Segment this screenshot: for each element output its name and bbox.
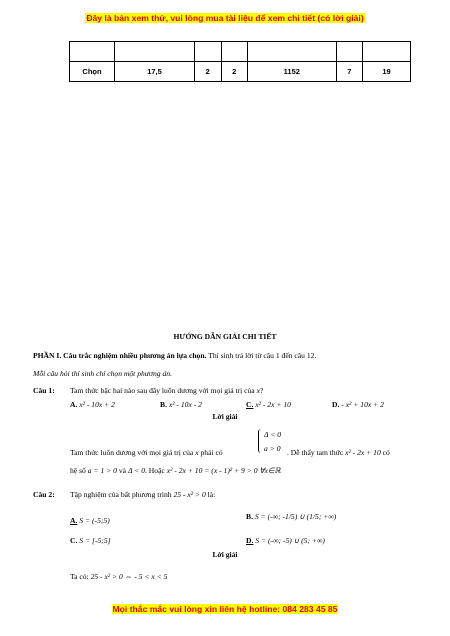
question-2-option-d: D. S = (-∞; -5) ∪ (5; +∞) <box>246 536 325 545</box>
system-line-1: Δ < 0 <box>264 430 282 439</box>
question-1-label: Câu 1: <box>33 386 55 395</box>
page-title: HƯỚNG DẪN GIẢI CHI TIẾT <box>173 332 277 341</box>
question-2-solution: Ta có: 25 - x² > 0 ⇔ - 5 < x < 5 <box>70 572 168 581</box>
question-1-solution-line-2: hệ số a = 1 > 0 và Δ < 0. Hoặc x² - 2x + 10 = (x - 1)² + 9 > 0 ∀x∈ℝ <box>70 466 281 475</box>
question-1-solution-title: Lời giải <box>212 412 238 421</box>
question-2-option-a: A. S = (-5;5) <box>70 516 110 525</box>
table-cell <box>195 42 222 62</box>
table-cell: 2 <box>221 62 248 82</box>
question-2-label: Câu 2: <box>33 490 55 499</box>
table-cell: 2 <box>195 62 222 82</box>
part-subheading: Mỗi câu hỏi thí sinh chỉ chọn một phương án. <box>33 369 172 378</box>
question-2-text: Tập nghiệm của bất phương trình 25 - x² > 0 là: <box>70 490 216 499</box>
table-cell: 7 <box>336 62 363 82</box>
question-1-option-b: B. x² - 10x - 2 <box>160 400 202 409</box>
table-cell: 1152 <box>248 62 337 82</box>
question-1-solution-line-1: Tam thức luôn dương với mọi giá trị của x phải có <box>70 448 223 457</box>
table-row-chon <box>70 62 411 82</box>
table-cell: Chọn <box>70 62 115 82</box>
table-cell <box>363 42 411 62</box>
system-line-2: a > 0 <box>264 444 281 453</box>
question-1-option-d: D. - x² + 10x + 2 <box>332 400 384 409</box>
table-cell: 17,5 <box>115 62 195 82</box>
question-1-solution-line-1-cont: . Dễ thấy tam thức x² - 2x + 10 có <box>287 448 390 457</box>
question-2-option-b: B. S = (-∞; -1/5) ∪ (1/5; +∞) <box>246 512 337 521</box>
table-row-empty <box>70 42 411 62</box>
question-1-text: Tam thức bậc hai nào sau đây luôn dương với mọi giá trị của x? <box>70 386 264 395</box>
question-2-solution-title: Lời giải <box>212 550 238 559</box>
part-heading: PHẦN I. Câu trắc nghiệm nhiều phương án lựa chọn. Thí sinh trả lời từ câu 1 đến câu 12. <box>33 351 317 360</box>
table-cell <box>115 42 195 62</box>
question-1-option-c: C. x² - 2x + 10 <box>246 400 291 409</box>
table-cell: 19 <box>363 62 411 82</box>
question-1-option-a: A. x² - 10x + 2 <box>70 400 115 409</box>
table-cell <box>336 42 363 62</box>
question-2-option-c: C. S = [-5;5] <box>70 536 111 545</box>
preview-notice-banner: Đây là bản xem thử, vui lòng mua tài liệu để xem chi tiết (có lời giải) <box>86 13 364 23</box>
table-cell <box>70 42 115 62</box>
table-cell <box>248 42 337 62</box>
hotline-footer-banner: Mọi thắc mắc vui lòng xin liên hệ hotline: 084 283 45 85 <box>112 604 338 614</box>
system-brace <box>258 429 263 453</box>
answer-table <box>69 41 411 82</box>
table-cell <box>221 42 248 62</box>
